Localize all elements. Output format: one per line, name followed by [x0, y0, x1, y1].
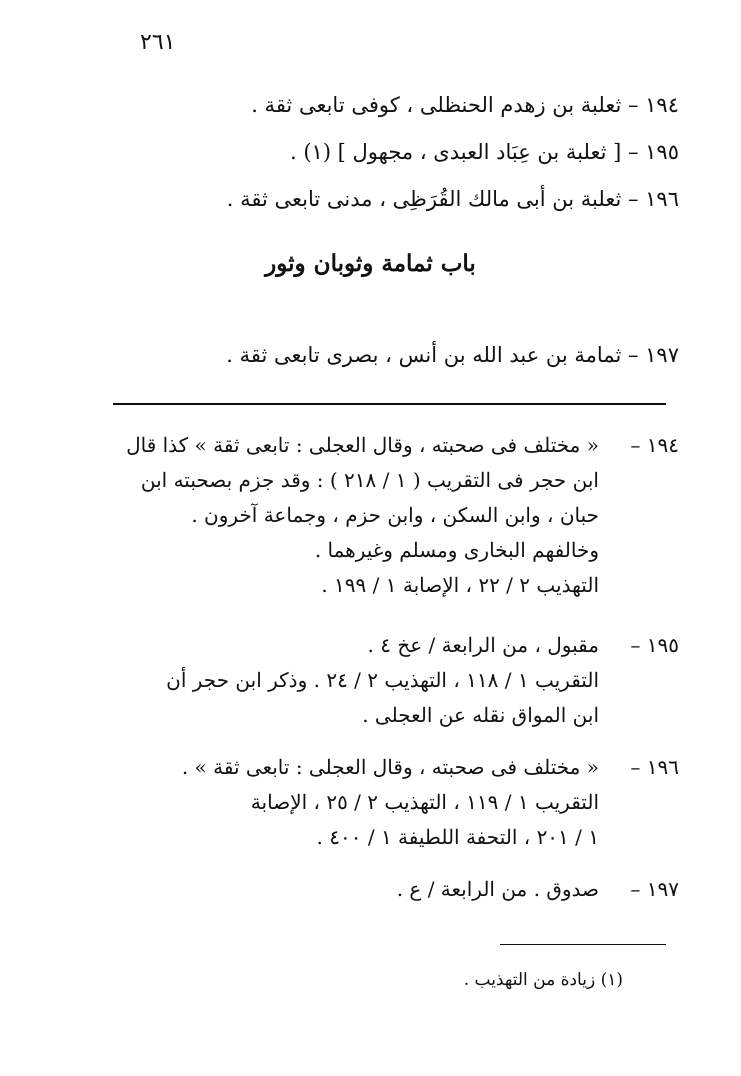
- entry-194: ١٩٤ – ثعلبة بن زهدم الحنظلى ، كوفى تابعى ثقة .: [251, 93, 679, 117]
- note-line: التقريب ١ / ١١٩ ، التهذيب ٢ / ٢٥ ، الإصابة: [250, 790, 599, 814]
- note-line: التقريب ١ / ١١٨ ، التهذيب ٢ / ٢٤ . وذكر ابن حجر أن: [166, 668, 599, 692]
- note-line: « مختلف فى صحبته ، وقال العجلى : تابعى ثقة » .: [181, 755, 599, 779]
- note-line: « مختلف فى صحبته ، وقال العجلى : تابعى ثقة » كذا قال: [126, 433, 599, 457]
- note-line: صدوق . من الرابعة / ع .: [396, 877, 599, 901]
- note-number: ١٩٥ –: [630, 633, 679, 657]
- footnote: (١) زيادة من التهذيب .: [463, 970, 623, 990]
- note-195: [100, 628, 679, 733]
- note-line: مقبول ، من الرابعة / عخ ٤ .: [367, 633, 599, 657]
- note-line: وخالفهم البخارى ومسلم وغيرهما .: [314, 538, 599, 562]
- note-number: ١٩٧ –: [630, 877, 679, 901]
- note-line: حبان ، وابن السكن ، وابن حزم ، وجماعة آخرون .: [191, 503, 599, 527]
- note-number: ١٩٦ –: [630, 755, 679, 779]
- note-number: ١٩٤ –: [630, 433, 679, 457]
- entry-196: ١٩٦ – ثعلبة بن أبى مالك القُرَظِى ، مدنى تابعى ثقة .: [226, 187, 679, 211]
- entry-197: ١٩٧ – ثمامة بن عبد الله بن أنس ، بصرى تابعى ثقة .: [226, 343, 679, 367]
- page-number: ٢٦١: [140, 30, 176, 55]
- note-194: [100, 428, 679, 603]
- note-line: ١ / ٢٠١ ، التحفة اللطيفة ١ / ٤٠٠ .: [316, 825, 599, 849]
- note-line: التهذيب ٢ / ٢٢ ، الإصابة ١ / ١٩٩ .: [321, 573, 599, 597]
- note-line: ابن المواق نقله عن العجلى .: [362, 703, 599, 727]
- notes-divider: [113, 403, 666, 405]
- note-197: [100, 872, 679, 907]
- note-196: [100, 750, 679, 855]
- footnote-divider: [500, 944, 666, 945]
- entry-195: ١٩٥ – [ ثعلبة بن عِبَاد العبدى ، مجهول ] (١) .: [289, 140, 679, 164]
- section-heading: باب ثمامة وثوبان وثور: [265, 250, 476, 277]
- note-line: ابن حجر فى التقريب ( ١ / ٢١٨ ) : وقد جزم بصحبته ابن: [140, 468, 599, 492]
